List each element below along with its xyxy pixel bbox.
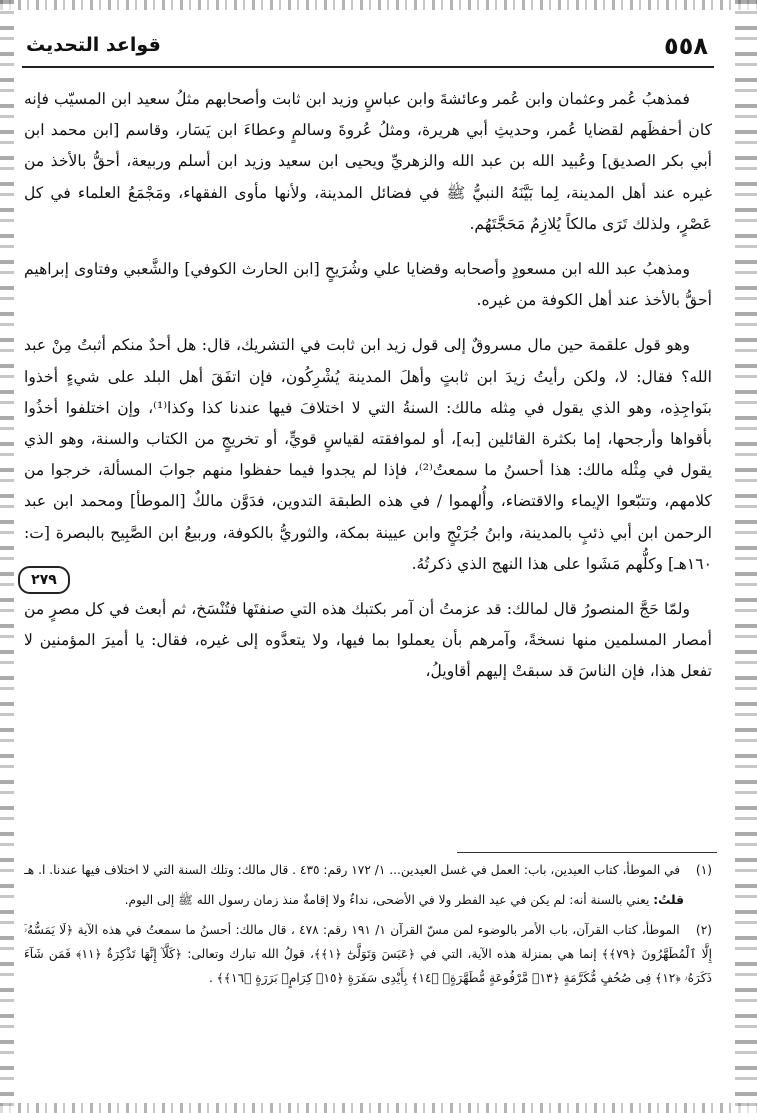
paragraph: ولمّا حَجَّ المنصورُ قال لمالك: قد عزمتُ أن آمر بكتبك هذه التي صنفتَها فتُنْسَخ، ثم أبعث في كل مصرٍ من أمصار المسلمين منها نسخةً، وآمرهم بأن يعملوا بما فيها، ولا يتعدَّوه إلى غيره، فقال: يا أميرَ المؤمنين لا تفعل هذا، فإن الناسَ قد سبقتْ إليهم أقاويلُ، — [24, 600, 712, 681]
page-number: ٥٥٨ — [664, 32, 708, 60]
page-header — [22, 32, 714, 68]
decorative-border-top — [0, 0, 757, 10]
paragraph: وهو قول علقمة حين مال مسروقٌ إلى قول زيد ابن ثابت في التشريك، قال: هل أحدٌ منكم أثبتُ مِنْ عبد الله؟ فقال: لا، ولكن رأيتُ زيدَ ابن ثابتٍ وأهلَ المدينة يُشْرِكُون، فإن اتفَقَ أهل البلد على شيءٍ أخذوا بنَواجِذِه، وهو الذي يقول في مِثله مالك: السنةُ التي لا اختلافَ فيها عندنا كذا وكذا⁽¹⁾، وإن اختلفوا أخذُوا بأقواها وأرجحها، إما بكثرة القائلين [به]، أو لموافقته لقياسٍ قويٍّ، أو تخريجٍ من الكتاب والسنة، وهو الذي يقول في مِثْله مالك: هذا أحسنُ ما سمعتُ⁽²⁾، فإذا لم يجدوا فيما حفظوا منهم جوابَ المسألة، خرجوا من كلامهم، وتتبّعوا الإيماء والاقتضاء، وأُلهموا / في هذه الطبقة التدوين، فدَوَّن مالكٌ [الموطأ] ومحمد ابن عبد الرحمن ابن أبي ذئبٍ بالمدينة، وابنُ جُرَيْجٍ وابن عيينة بمكة، والثوريُّ بالكوفة، وربيعُ ابن الصَّبِيح بالبصرة [ت: ١٦٠هـ] وكلُّهم مَشَوا على هذا النهج الذي ذكرتُهُ. — [24, 336, 712, 573]
footnote-2 — [24, 918, 712, 990]
footnote-number: (١) — [695, 863, 712, 877]
paragraph: ومذهبُ عبد الله ابن مسعودٍ وأصحابه وقضايا علي وشُرَيحٍ [ابن الحارث الكوفي] والشَّعبي وفتاوى إبراهيم أحقُّ بالأخذ عند أهل الكوفة من غيره. — [24, 260, 712, 310]
decorative-border-right — [735, 0, 757, 1113]
main-text — [24, 84, 712, 688]
footnotes — [24, 858, 712, 990]
qultu-label: قلتُ: — [653, 893, 684, 907]
footnote-text: الموطأ، كتاب القرآن، باب الأمر بالوضوء لمن مسّ القرآن ١/ ١٩١ رقم: ٤٧٨ ، قال مالك: أحسنُ ما سمعتُ في هذه الآية ﴿لَا يَمَسُّهُۥٓ إِلَّا ٱلْمُطَهَّرُونَ ﴿٧٩﴾﴾ إنما هي بمنزلة هذه الآية، التي في ﴿عَبَسَ وَتَوَلَّىٰٓ ﴿١﴾﴾، قولُ الله تبارك وتعالى: ﴿كَلَّآ إِنَّهَا تَذْكِرَةٌ ﴿١١﴾ فَمَن شَآءَ ذَكَرَهُۥ ﴿١٢﴾ فِى صُحُفٍ مُّكَرَّمَةٍ ﴿١٣﴾ مَّرْفُوعَةٍ مُّطَهَّرَةٍۭ ﴿١٤﴾ بِأَيْدِى سَفَرَةٍ ﴿١٥﴾ كِرَامٍۭ بَرَرَةٍ ﴿١٦﴾﴾ . — [24, 923, 713, 985]
running-title: قواعد التحديث — [26, 34, 161, 56]
paragraph: فمذهبُ عُمر وعثمان وابن عُمر وعائشةَ وابن عباسٍ وزيد ابن ثابت وأصحابهم مثلُ سعيد ابن المسيّب فإنه كان أحفظَهم لقضايا عُمر، وحديثِ أبي هريرة، ومثلُ عُروةَ وسالمٍ وعطاءَ ابن يَسَار، وقاسم [ابن محمد ابن أبي بكر الصديق] وعُبيد الله بن عبد الله والزهريِّ ويحيى ابن سعيد وزيد ابن أسلم وربيعة، أحقُّ بالأخذ من غيره عند أهل المدينة، لِما بَيَّنَهُ النبيُّ ﷺ في فضائل المدينة، ولأنها مأوى الفقهاء، ومَجْمَعُ العلماء في كل عَصْرٍ، ولذلك تَرَى مالكاً يُلازِمُ مَحَجَّتَهُم. — [24, 90, 712, 233]
footnote-text: في الموطأ، كتاب العيدين، باب: العمل في غسل العيدين... ١/ ١٧٢ رقم: ٤٣٥ . قال مالك: وتلك السنة التي لا اختلاف فيها عندنا. ا. هـ — [24, 863, 681, 877]
footnote-1-comment — [24, 888, 712, 912]
decorative-border-left — [0, 0, 14, 1113]
footnote-number: (٢) — [695, 923, 712, 937]
footnote-separator — [457, 852, 717, 853]
footnote-1 — [24, 858, 712, 882]
footnote-comment-text: يعني بالسنة أنه: لم يكن في عيد الفطر ولا في الأضحى، نداءٌ ولا إقامةٌ منذ زمان رسول الله ﷺ إلى اليوم. — [124, 893, 650, 907]
original-page-marker: ٢٧٩ — [18, 566, 70, 594]
decorative-border-bottom — [0, 1103, 757, 1113]
